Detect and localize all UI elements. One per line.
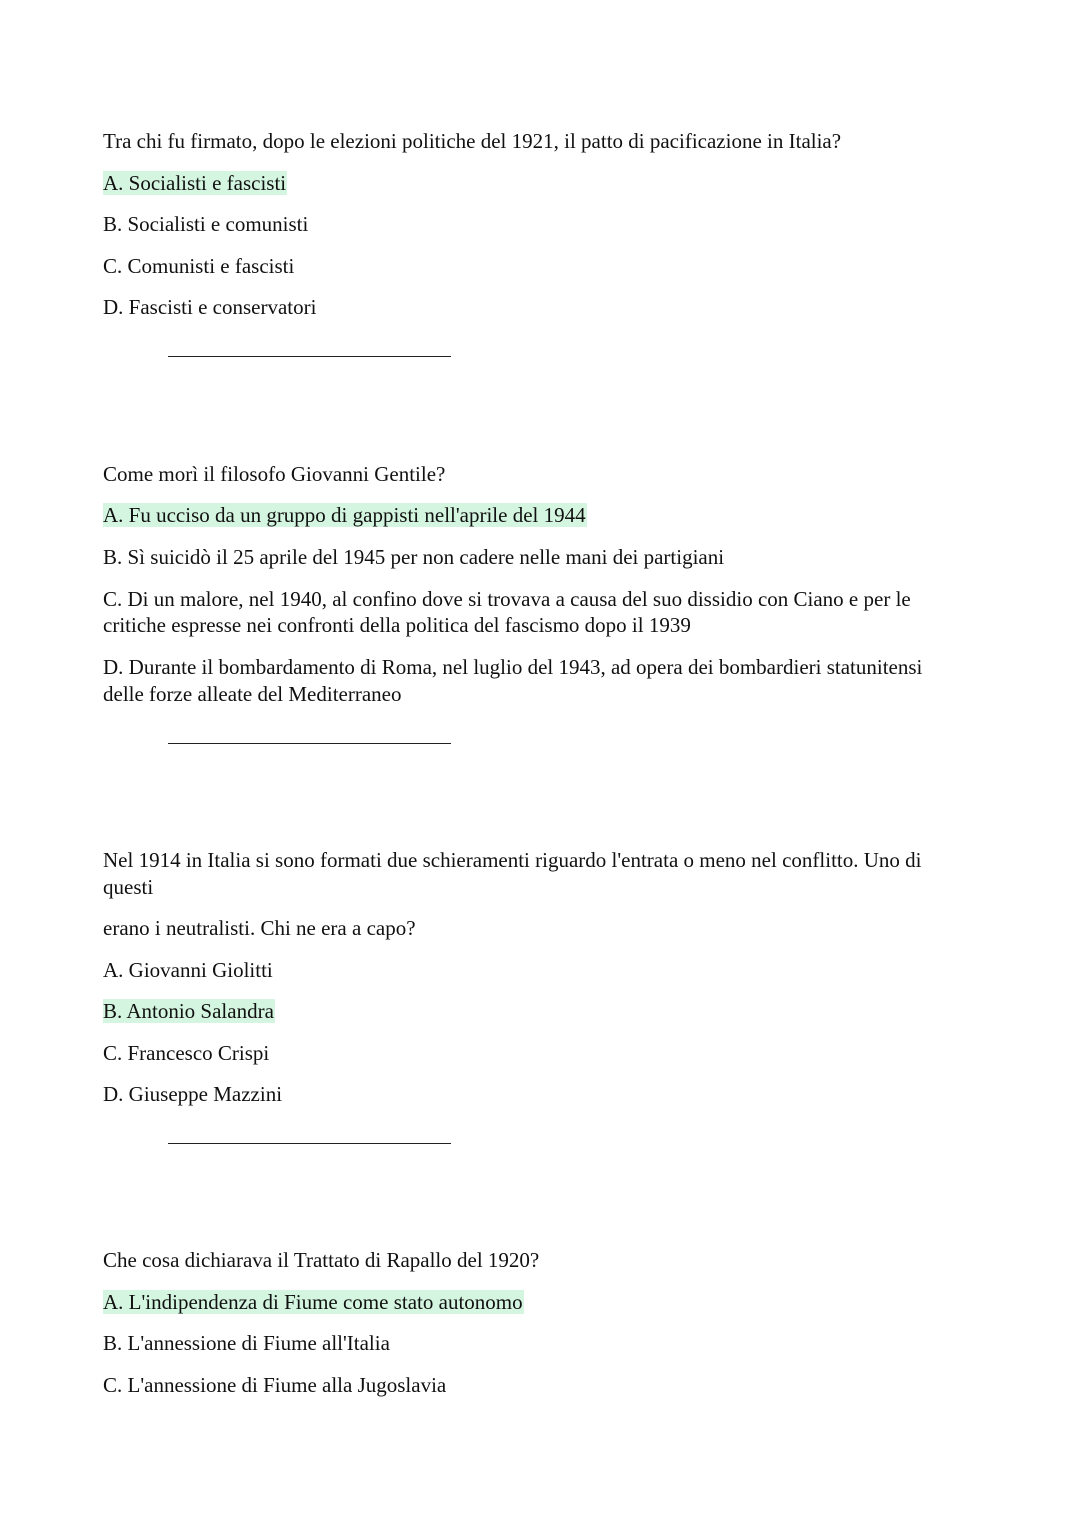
answer-option[interactable] [103, 502, 587, 529]
answer-option[interactable]: B. Sì suicidò il 25 aprile del 1945 per non cadere nelle mani dei partigiani [103, 545, 725, 569]
answer-option[interactable]: A. Giovanni Giolitti [103, 958, 273, 982]
question-text: Come morì il filosofo Giovanni Gentile? [103, 462, 446, 486]
highlighted-answer: B. Antonio Salandra [103, 999, 274, 1023]
answer-option[interactable]: D. Giuseppe Mazzini [103, 1082, 283, 1106]
question-text: Nel 1914 in Italia si sono formati due schieramenti riguardo l'entrata o meno nel conflitto. Uno di [103, 848, 922, 872]
question-text: erano i neutralisti. Chi ne era a capo? [103, 916, 416, 940]
answer-option[interactable] [103, 170, 287, 197]
highlighted-answer: A. Socialisti e fascisti [103, 171, 287, 195]
answer-option[interactable]: C. L'annessione di Fiume alla Jugoslavia [103, 1373, 447, 1397]
answer-option-line: critiche espresse nei confronti della politica del fascismo dopo il 1939 [103, 613, 691, 637]
separator-line [168, 356, 451, 357]
answer-option[interactable]: C. Francesco Crispi [103, 1041, 270, 1065]
answer-option-line: D. Durante il bombardamento di Roma, nel luglio del 1943, ad opera dei bombardieri statunitensi [103, 655, 923, 679]
answer-option[interactable] [103, 998, 275, 1025]
answer-option-line: delle forze alleate del Mediterraneo [103, 682, 402, 706]
separator-line [168, 1143, 451, 1144]
answer-option[interactable]: D. Fascisti e conservatori [103, 295, 317, 319]
answer-option[interactable]: B. Socialisti e comunisti [103, 212, 309, 236]
highlighted-answer: A. L'indipendenza di Fiume come stato autonomo [103, 1290, 523, 1314]
answer-option-line: C. Di un malore, nel 1940, al confino dove si trovava a causa del suo dissidio con Ciano e per le [103, 587, 911, 611]
question-text: questi [103, 875, 154, 899]
separator-line [168, 743, 451, 744]
question-text: Che cosa dichiarava il Trattato di Rapallo del 1920? [103, 1248, 540, 1272]
answer-option[interactable]: B. L'annessione di Fiume all'Italia [103, 1331, 390, 1355]
answer-option[interactable] [103, 1289, 524, 1316]
answer-option[interactable]: C. Comunisti e fascisti [103, 254, 295, 278]
highlighted-answer: A. Fu ucciso da un gruppo di gappisti nell'aprile del 1944 [103, 503, 586, 527]
question-text: Tra chi fu firmato, dopo le elezioni politiche del 1921, il patto di pacificazione in Italia? [103, 129, 842, 153]
